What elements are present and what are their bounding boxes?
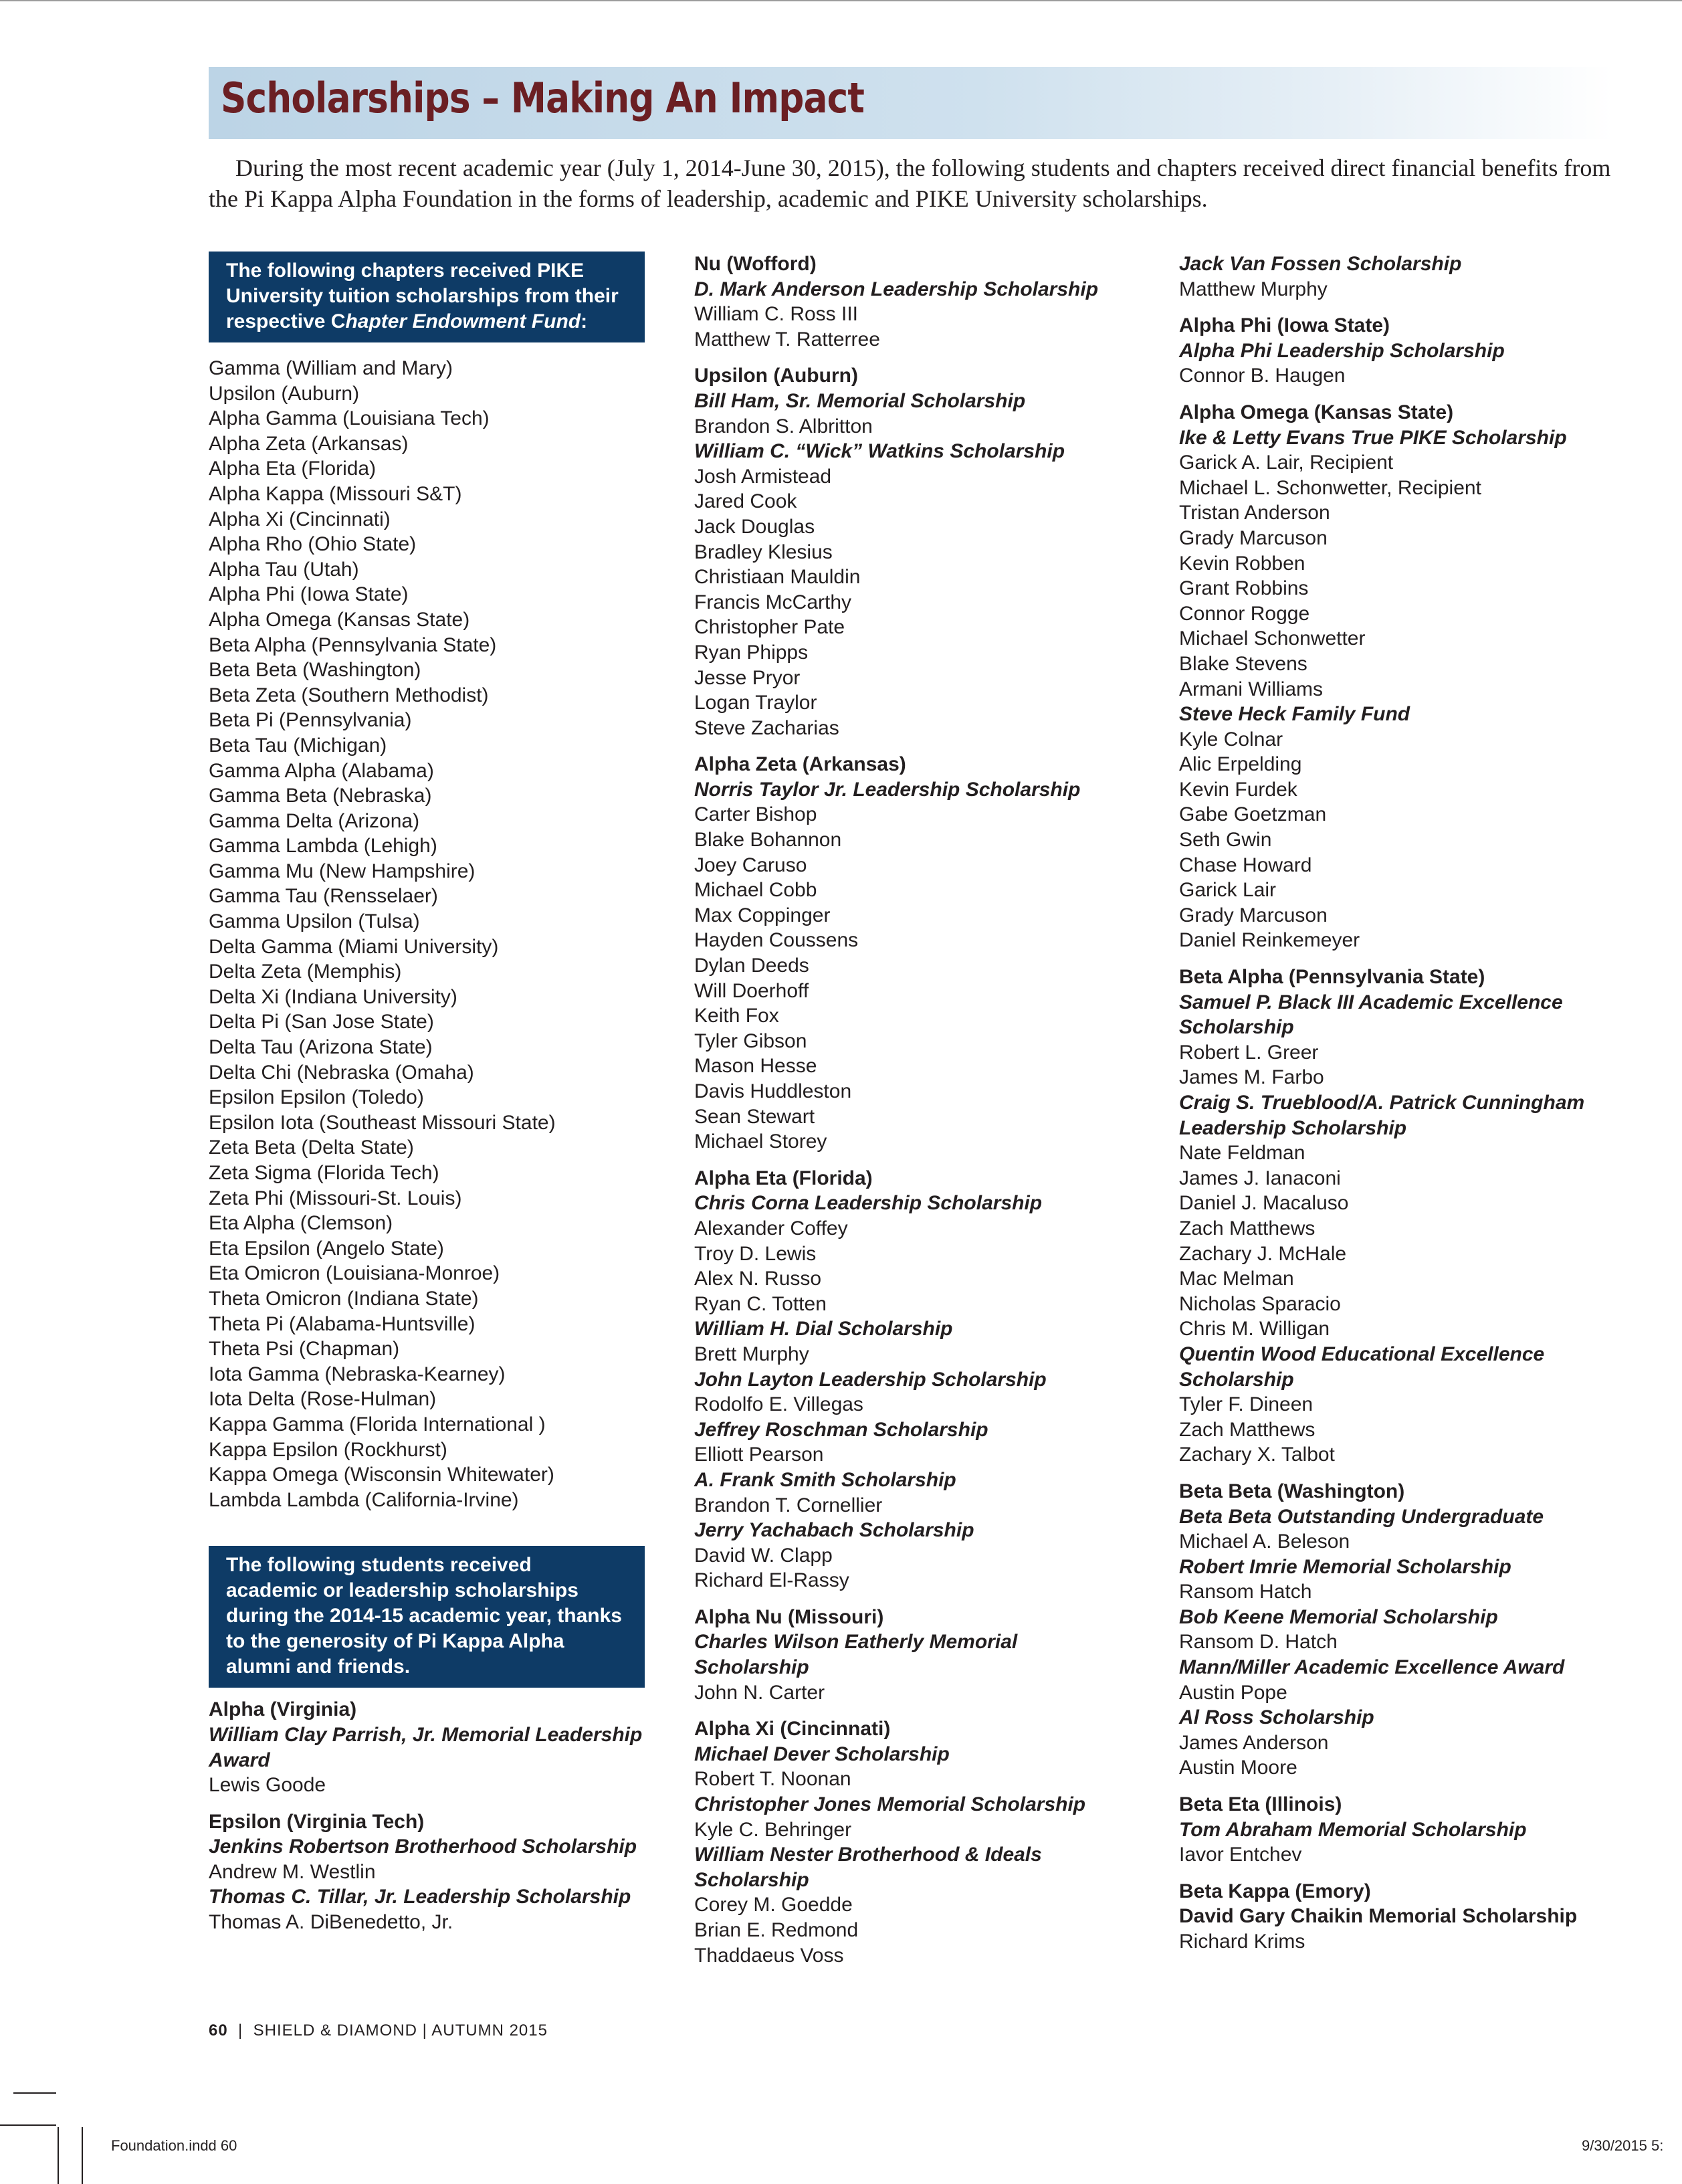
crop-mark-v — [58, 2127, 59, 2184]
recipient-name: Blake Stevens — [1179, 652, 1307, 675]
students-info-box: The following students received academic or leadership scholarships during the 2014-15 academic year, thanks to the generosity of Pi Kappa Alpha alumni and friends. — [209, 1546, 645, 1688]
chapter-list-item: Alpha Tau (Utah) — [209, 558, 359, 581]
footer-separator: | — [238, 2021, 243, 2040]
chapter-list-item: Alpha Zeta (Arkansas) — [209, 432, 409, 455]
column-3 — [1179, 252, 1634, 1955]
award-name: Scholarship — [1179, 1016, 1294, 1039]
recipient-name: Nate Feldman — [1179, 1142, 1305, 1165]
recipient-name: Francis McCarthy — [694, 591, 852, 613]
footer-page-number: 60 — [209, 2021, 228, 2040]
recipient-name: James M. Farbo — [1179, 1066, 1324, 1089]
footer-magazine: SHIELD & DIAMOND | AUTUMN 2015 — [253, 2021, 548, 2040]
recipient-name: Alexander Coffey — [694, 1217, 848, 1239]
chapter-heading: Beta Eta (Illinois) — [1179, 1793, 1342, 1816]
recipient-name: Nicholas Sparacio — [1179, 1292, 1341, 1315]
recipient-name: Keith Fox — [694, 1005, 779, 1027]
award-name: A. Frank Smith Scholarship — [694, 1468, 956, 1491]
recipient-name: Andrew M. Westlin — [209, 1860, 376, 1883]
chapter-heading: Alpha Omega (Kansas State) — [1179, 401, 1454, 423]
recipient-name: Max Coppinger — [694, 904, 831, 926]
award-name: David Gary Chaikin Memorial Scholarship — [1179, 1905, 1578, 1928]
chapter-list-item: Delta Xi (Indiana University) — [209, 985, 457, 1008]
recipient-name: Josh Armistead — [694, 465, 832, 488]
recipient-name: Brian E. Redmond — [694, 1919, 859, 1941]
scholarship-group — [694, 1605, 1149, 1705]
recipient-name: Robert T. Noonan — [694, 1768, 851, 1791]
recipient-name: Jesse Pryor — [694, 666, 801, 689]
recipient-name: Armani Williams — [1179, 678, 1324, 700]
chapter-list-item: Delta Chi (Nebraska (Omaha) — [209, 1061, 474, 1084]
chapter-heading: Beta Kappa (Emory) — [1179, 1880, 1371, 1902]
chapter-list-item: Eta Alpha (Clemson) — [209, 1212, 393, 1235]
chapters-info-box — [209, 252, 645, 342]
recipient-name: Mac Melman — [1179, 1268, 1294, 1290]
box1-text-a: The following chapters received PIKE University tuition scholarships from their respective C — [226, 260, 619, 332]
award-name: Beta Beta Outstanding Undergraduate — [1179, 1505, 1544, 1528]
chapter-heading: Nu (Wofford) — [694, 253, 817, 275]
chapter-heading: Upsilon (Auburn) — [694, 365, 858, 387]
recipient-name: Grady Marcuson — [1179, 526, 1328, 549]
chapter-heading: Beta Alpha (Pennsylvania State) — [1179, 966, 1485, 989]
recipient-name: Tyler Gibson — [694, 1029, 807, 1052]
recipient-name: Joey Caruso — [694, 854, 807, 876]
award-name: Bob Keene Memorial Scholarship — [1179, 1605, 1498, 1628]
scholarship-group — [694, 1166, 1149, 1593]
column-1 — [209, 252, 650, 1935]
chapter-list-item: Alpha Phi (Iowa State) — [209, 583, 409, 606]
chapter-list-item: Alpha Rho (Ohio State) — [209, 533, 417, 556]
chapter-list-item: Gamma Mu (New Hampshire) — [209, 860, 476, 882]
chapter-list-item: Eta Omicron (Louisiana-Monroe) — [209, 1262, 500, 1285]
recipient-name: Ransom D. Hatch — [1179, 1631, 1338, 1654]
recipient-name: Kyle C. Behringer — [694, 1818, 852, 1841]
chapter-list-item: Lambda Lambda (California-Irvine) — [209, 1488, 519, 1511]
column-3-groups — [1179, 252, 1634, 1955]
award-name: Jack Van Fossen Scholarship — [1179, 253, 1462, 275]
recipient-name: Austin Moore — [1179, 1757, 1297, 1779]
crop-mark-h2 — [0, 2124, 56, 2126]
recipient-name: Seth Gwin — [1179, 829, 1272, 852]
recipient-name: Grady Marcuson — [1179, 904, 1328, 926]
chapter-list-item: Theta Pi (Alabama-Huntsville) — [209, 1312, 476, 1335]
award-name: Michael Dever Scholarship — [694, 1743, 950, 1765]
chapter-heading: Alpha Phi (Iowa State) — [1179, 314, 1390, 337]
recipient-name: James Anderson — [1179, 1731, 1329, 1754]
chapter-list-item: Gamma Alpha (Alabama) — [209, 759, 434, 782]
chapter-list-item: Epsilon Iota (Southeast Missouri State) — [209, 1111, 556, 1134]
recipient-name: Matthew Murphy — [1179, 278, 1328, 300]
award-name: Thomas C. Tillar, Jr. Leadership Scholarship — [209, 1886, 631, 1908]
scholarship-group — [209, 1697, 650, 1797]
recipient-name: Austin Pope — [1179, 1681, 1287, 1704]
recipient-name: Matthew T. Ratterree — [694, 328, 880, 351]
recipient-name: Chris M. Willigan — [1179, 1318, 1330, 1341]
recipient-name: Kevin Furdek — [1179, 778, 1297, 801]
recipient-name: Ryan C. Totten — [694, 1292, 827, 1315]
scholarship-group — [694, 252, 1149, 352]
chapter-list-item: Delta Zeta (Memphis) — [209, 961, 402, 983]
recipient-name: Daniel J. Macaluso — [1179, 1192, 1349, 1215]
recipient-name: Tyler F. Dineen — [1179, 1393, 1313, 1416]
recipient-name: Steve Zacharias — [694, 716, 839, 739]
chapter-list-item: Zeta Phi (Missouri-St. Louis) — [209, 1187, 462, 1209]
chapter-list-item: Delta Tau (Arizona State) — [209, 1036, 433, 1059]
recipient-name: James J. Ianaconi — [1179, 1167, 1341, 1189]
chapter-list-item: Alpha Omega (Kansas State) — [209, 608, 470, 631]
column-1-groups — [209, 1697, 650, 1934]
chapter-list-item: Epsilon Epsilon (Toledo) — [209, 1086, 424, 1109]
recipient-name: Michael L. Schonwetter, Recipient — [1179, 476, 1481, 499]
award-name: Steve Heck Family Fund — [1179, 703, 1410, 726]
recipient-name: Connor B. Haugen — [1179, 365, 1346, 387]
award-name: Jeffrey Roschman Scholarship — [694, 1418, 988, 1441]
award-name: Norris Taylor Jr. Leadership Scholarship — [694, 778, 1081, 801]
award-name: Leadership Scholarship — [1179, 1116, 1407, 1139]
chapter-list-item: Theta Psi (Chapman) — [209, 1338, 400, 1361]
column-2 — [694, 252, 1149, 1968]
recipient-name: Garick A. Lair, Recipient — [1179, 452, 1394, 474]
recipient-name: Bradley Klesius — [694, 540, 833, 563]
award-name: Mann/Miller Academic Excellence Award — [1179, 1656, 1565, 1679]
award-name: Tom Abraham Memorial Scholarship — [1179, 1818, 1527, 1841]
award-name: Robert Imrie Memorial Scholarship — [1179, 1555, 1511, 1578]
recipient-name: Zachary X. Talbot — [1179, 1444, 1335, 1466]
chapter-list-item: Beta Pi (Pennsylvania) — [209, 709, 412, 732]
award-name: Scholarship — [1179, 1368, 1294, 1391]
intro-paragraph: During the most recent academic year (July 1, 2014-June 30, 2015), the following students and chapters received direct financial benefits from the Pi Kappa Alpha Foundation in the forms of leadership, academic and PIKE University scholarships. — [209, 155, 1611, 212]
recipient-name: Mason Hesse — [694, 1055, 817, 1078]
chapter-list-item: Gamma Beta (Nebraska) — [209, 785, 432, 807]
award-name: William H. Dial Scholarship — [694, 1318, 953, 1341]
box1-text-italic: hapter Endowment Fund — [345, 310, 581, 332]
recipient-name: Corey M. Goedde — [694, 1894, 853, 1916]
chapter-list-item: Theta Omicron (Indiana State) — [209, 1287, 479, 1310]
scholarship-group — [694, 752, 1149, 1155]
top-rule — [0, 0, 1682, 1]
award-name: Award — [209, 1749, 270, 1771]
column-2-groups — [694, 252, 1149, 1968]
box1-text-b: : — [581, 310, 588, 332]
chapter-heading: Epsilon (Virginia Tech) — [209, 1810, 425, 1833]
chapter-list-item: Delta Gamma (Miami University) — [209, 935, 499, 958]
recipient-name: Christopher Pate — [694, 616, 845, 639]
award-name: Jerry Yachabach Scholarship — [694, 1519, 974, 1542]
recipient-name: Carter Bishop — [694, 803, 817, 826]
chapter-list — [209, 356, 650, 1512]
recipient-name: Hayden Coussens — [694, 929, 859, 952]
recipient-name: Richard El-Rassy — [694, 1569, 849, 1592]
recipient-name: Thaddaeus Voss — [694, 1944, 844, 1967]
recipient-name: Logan Traylor — [694, 692, 817, 714]
scholarship-group — [1179, 965, 1634, 1468]
recipient-name: Dylan Deeds — [694, 955, 809, 977]
page-title: Scholarships – Making An Impact — [221, 74, 865, 122]
recipient-name: Richard Krims — [1179, 1930, 1305, 1953]
slug-date: 9/30/2015 5: — [1582, 2137, 1664, 2154]
recipient-name: Sean Stewart — [694, 1105, 815, 1128]
recipient-name: Troy D. Lewis — [694, 1242, 817, 1265]
chapter-heading: Alpha Eta (Florida) — [694, 1167, 873, 1189]
chapter-list-item: Gamma Tau (Rensselaer) — [209, 885, 438, 908]
recipient-name: Robert L. Greer — [1179, 1041, 1319, 1064]
scholarship-group — [1179, 1879, 1634, 1955]
recipient-name: Michael Cobb — [694, 879, 817, 902]
chapter-list-item: Gamma Upsilon (Tulsa) — [209, 910, 420, 933]
recipient-name: Kyle Colnar — [1179, 728, 1283, 751]
award-name: Charles Wilson Eatherly Memorial — [694, 1631, 1018, 1654]
award-name: Ike & Letty Evans True PIKE Scholarship — [1179, 426, 1567, 449]
chapter-list-item: Upsilon (Auburn) — [209, 382, 360, 405]
scholarship-group — [694, 1716, 1149, 1968]
chapter-list-item: Iota Gamma (Nebraska-Kearney) — [209, 1363, 506, 1385]
scholarship-group — [1179, 1479, 1634, 1781]
chapter-list-item: Alpha Gamma (Louisiana Tech) — [209, 407, 490, 430]
award-name: Al Ross Scholarship — [1179, 1706, 1374, 1729]
slug-file: Foundation.indd 60 — [111, 2137, 237, 2154]
award-name: William C. “Wick” Watkins Scholarship — [694, 440, 1065, 463]
award-name: William Nester Brotherhood & Ideals — [694, 1844, 1042, 1866]
crop-mark-h — [13, 2092, 56, 2094]
recipient-name: Zachary J. McHale — [1179, 1242, 1347, 1265]
scholarship-group — [1179, 252, 1634, 302]
recipient-name: Michael Schonwetter — [1179, 627, 1366, 650]
recipient-name: Zach Matthews — [1179, 1217, 1316, 1239]
chapter-heading: Alpha Zeta (Arkansas) — [694, 753, 906, 776]
scholarship-group — [209, 1809, 650, 1935]
recipient-name: Michael Storey — [694, 1130, 827, 1153]
recipient-name: Jared Cook — [694, 490, 797, 513]
award-name: D. Mark Anderson Leadership Scholarship — [694, 278, 1099, 300]
chapter-list-item: Eta Epsilon (Angelo State) — [209, 1237, 444, 1260]
recipient-name: Gabe Goetzman — [1179, 803, 1327, 826]
award-name: Alpha Phi Leadership Scholarship — [1179, 339, 1505, 362]
scholarship-group — [1179, 400, 1634, 953]
chapter-list-item: Kappa Gamma (Florida International ) — [209, 1413, 546, 1435]
chapter-list-item: Beta Beta (Washington) — [209, 659, 421, 682]
chapter-list-item: Iota Delta (Rose-Hulman) — [209, 1388, 437, 1411]
recipient-name: Davis Huddleston — [694, 1080, 852, 1102]
recipient-name: Iavor Entchev — [1179, 1844, 1302, 1866]
scholarship-group — [694, 363, 1149, 740]
award-name: John Layton Leadership Scholarship — [694, 1368, 1047, 1391]
recipient-name: Lewis Goode — [209, 1774, 326, 1797]
award-name: Quentin Wood Educational Excellence — [1179, 1343, 1545, 1365]
award-name: Scholarship — [694, 1656, 809, 1679]
chapter-list-item: Alpha Xi (Cincinnati) — [209, 508, 391, 530]
chapter-list-item: Alpha Eta (Florida) — [209, 458, 377, 480]
award-name: Jenkins Robertson Brotherhood Scholarship — [209, 1835, 637, 1858]
recipient-name: Michael A. Beleson — [1179, 1530, 1350, 1553]
scholarship-group — [1179, 313, 1634, 389]
recipient-name: Tristan Anderson — [1179, 502, 1330, 524]
recipient-name: John N. Carter — [694, 1681, 825, 1704]
chapter-list-item: Delta Pi (San Jose State) — [209, 1011, 434, 1033]
recipient-name: Blake Bohannon — [694, 829, 842, 852]
recipient-name: David W. Clapp — [694, 1544, 833, 1567]
chapter-list-item: Beta Zeta (Southern Methodist) — [209, 684, 489, 706]
recipient-name: Brandon S. Albritton — [694, 415, 873, 437]
recipient-name: Brandon T. Cornellier — [694, 1494, 883, 1516]
recipient-name: Connor Rogge — [1179, 602, 1310, 625]
recipient-name: Brett Murphy — [694, 1343, 809, 1365]
chapter-list-item: Gamma (William and Mary) — [209, 357, 453, 379]
award-name: William Clay Parrish, Jr. Memorial Leadership — [209, 1723, 643, 1746]
recipient-name: Elliott Pearson — [694, 1444, 824, 1466]
chapter-heading: Alpha Nu (Missouri) — [694, 1605, 884, 1628]
page-footer — [209, 2021, 548, 2040]
chapter-list-item: Kappa Epsilon (Rockhurst) — [209, 1438, 447, 1461]
chapter-heading: Beta Beta (Washington) — [1179, 1480, 1405, 1502]
chapter-list-item: Beta Alpha (Pennsylvania State) — [209, 633, 497, 656]
recipient-name: Rodolfo E. Villegas — [694, 1393, 863, 1416]
recipient-name: William C. Ross III — [694, 303, 859, 326]
chapter-list-item: Kappa Omega (Wisconsin Whitewater) — [209, 1464, 554, 1486]
recipient-name: Alex N. Russo — [694, 1268, 822, 1290]
recipient-name: Grant Robbins — [1179, 577, 1309, 600]
chapter-list-item: Zeta Sigma (Florida Tech) — [209, 1162, 439, 1184]
recipient-name: Zach Matthews — [1179, 1418, 1316, 1441]
recipient-name: Chase Howard — [1179, 854, 1312, 876]
award-name: Scholarship — [694, 1868, 809, 1891]
recipient-name: Ransom Hatch — [1179, 1581, 1312, 1603]
award-name: Samuel P. Black III Academic Excellence — [1179, 991, 1563, 1013]
chapter-list-item: Alpha Kappa (Missouri S&T) — [209, 482, 462, 505]
crop-mark-v2 — [82, 2127, 83, 2184]
chapter-list-item: Gamma Delta (Arizona) — [209, 809, 420, 832]
recipient-name: Kevin Robben — [1179, 552, 1305, 575]
chapter-list-item: Beta Tau (Michigan) — [209, 734, 387, 757]
award-name: Bill Ham, Sr. Memorial Scholarship — [694, 389, 1026, 412]
award-name: Craig S. Trueblood/A. Patrick Cunningham — [1179, 1092, 1585, 1114]
chapter-heading: Alpha (Virginia) — [209, 1698, 357, 1721]
award-name: Christopher Jones Memorial Scholarship — [694, 1793, 1086, 1816]
recipient-name: Will Doerhoff — [694, 979, 809, 1002]
recipient-name: Jack Douglas — [694, 515, 815, 538]
recipient-name: Alic Erpelding — [1179, 753, 1302, 776]
recipient-name: Ryan Phipps — [694, 641, 809, 664]
recipient-name: Garick Lair — [1179, 879, 1277, 902]
scholarship-group — [1179, 1792, 1634, 1868]
recipient-name: Daniel Reinkemeyer — [1179, 929, 1360, 952]
title-banner — [209, 67, 1613, 139]
chapter-heading: Alpha Xi (Cincinnati) — [694, 1718, 891, 1741]
chapter-list-item: Gamma Lambda (Lehigh) — [209, 835, 437, 858]
award-name: Chris Corna Leadership Scholarship — [694, 1192, 1043, 1215]
chapter-list-item: Zeta Beta (Delta State) — [209, 1136, 414, 1159]
recipient-name: Thomas A. DiBenedetto, Jr. — [209, 1911, 453, 1934]
recipient-name: Christiaan Mauldin — [694, 566, 861, 589]
